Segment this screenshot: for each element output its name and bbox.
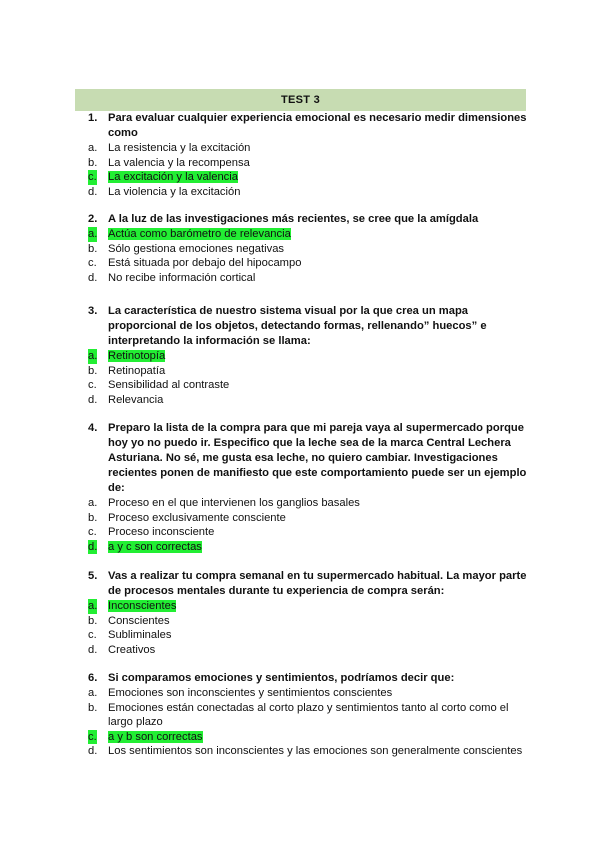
question-text: 1. Para evaluar cualquier experiencia emocional es necesario medir dimensiones como <box>88 112 527 139</box>
question-text: 4. Preparo la lista de la compra para que mi pareja vaya al supermercado porque hoy yo no puedo ir. Especifico que la leche sea de la marca Central Lechera Asturiana. No sé, me gusta esa leche, no quiero cambiar. Investigaciones recientes ponen de manifiesto que este comportamiento puede ser un ejemplo de: <box>88 422 527 494</box>
option-a-correct: a. Actúa como barómetro de relevancia <box>88 228 291 240</box>
option-b: b. Proceso exclusivamente consciente <box>88 511 286 524</box>
option-b: b. Conscientes <box>88 614 170 627</box>
option-b: b. La valencia y la recompensa <box>88 156 250 169</box>
option-b: b. Sólo gestiona emociones negativas <box>88 242 285 255</box>
question-text: 5. Vas a realizar tu compra semanal en tu supermercado habitual. La mayor parte de procesos mentales durante tu experiencia de compra serán: <box>88 570 527 597</box>
question-1 <box>88 111 528 199</box>
option-c: c. Subliminales <box>88 629 172 642</box>
correct-answer-highlight: a y c son correctas <box>108 540 202 553</box>
question-text: 3. La característica de nuestro sistema visual por la que crea un mapa proporcional de los objetos, detectando formas, rellenando” huecos” e interpretando la información se llama: <box>88 305 487 347</box>
question-number: 6. <box>88 672 98 684</box>
option-b: b. Emociones están conectadas al corto plazo y sentimientos tanto al corto como el largo plazo <box>88 701 509 729</box>
option-c: c. Sensibilidad al contraste <box>88 379 230 392</box>
question-number: 1. <box>88 112 98 124</box>
correct-answer-highlight: Inconscientes <box>108 600 177 612</box>
question-text: 2. A la luz de las investigaciones más recientes, se cree que la amígdala <box>88 213 479 225</box>
option-d: d. La violencia y la excitación <box>88 185 241 198</box>
option-c-correct: c. a y b son correctas <box>88 730 203 743</box>
option-d: d. Los sentimientos son inconscientes y las emociones son generalmente conscientes <box>88 745 523 758</box>
correct-answer-highlight: Retinotopía <box>108 350 166 362</box>
question-text: 6. Si comparamos emociones y sentimientos, podríamos decir que: <box>88 672 455 684</box>
option-c-correct: c. La excitación y la valencia <box>88 171 238 184</box>
question-2 <box>88 212 528 285</box>
question-3 <box>88 304 528 407</box>
option-a: a. Proceso en el que intervienen los ganglios basales <box>88 497 360 509</box>
option-a: a. Emociones son inconscientes y sentimientos conscientes <box>88 687 393 699</box>
option-d: d. No recibe información cortical <box>88 271 256 284</box>
question-number: 3. <box>88 305 98 317</box>
option-d-correct: d. a y c son correctas <box>88 540 202 553</box>
option-a-correct: a. Retinotopía <box>88 350 166 362</box>
option-a: a. La resistencia y la excitación <box>88 142 251 154</box>
test-title: TEST 3 <box>280 94 321 106</box>
question-4 <box>88 421 528 554</box>
correct-answer-highlight: La excitación y la valencia <box>108 171 238 184</box>
option-d: d. Creativos <box>88 643 156 656</box>
option-a-correct: a. Inconscientes <box>88 600 177 612</box>
question-number: 4. <box>88 422 98 434</box>
option-d: d. Relevancia <box>88 393 164 406</box>
option-c: c. Está situada por debajo del hipocampo <box>88 257 302 270</box>
test-title-bar <box>75 89 526 111</box>
question-5 <box>88 569 528 657</box>
correct-answer-highlight: a y b son correctas <box>108 730 203 743</box>
option-b: b. Retinopatía <box>88 364 166 377</box>
option-c: c. Proceso inconsciente <box>88 526 215 539</box>
correct-answer-highlight: Actúa como barómetro de relevancia <box>108 228 291 240</box>
question-number: 5. <box>88 570 98 582</box>
question-6 <box>88 671 528 759</box>
question-number: 2. <box>88 213 98 225</box>
